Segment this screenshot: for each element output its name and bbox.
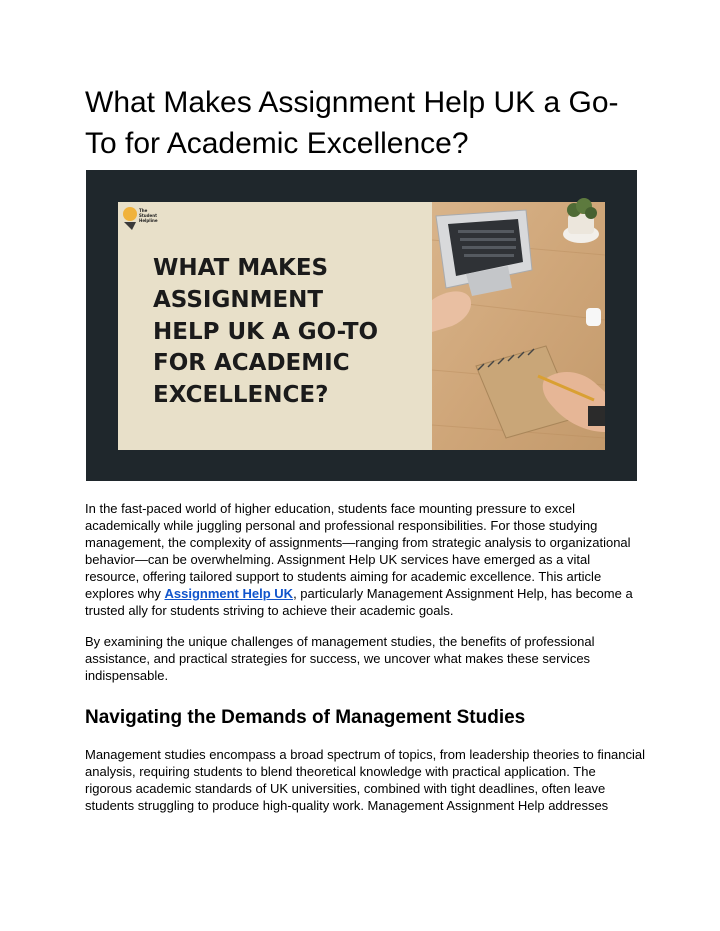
hero-heading-line-1: WHAT MAKES — [153, 255, 329, 281]
hero-heading-line-4: FOR ACADEMIC — [153, 350, 350, 376]
page-title: What Makes Assignment Help UK a Go-To for Academic Excellence? — [85, 86, 619, 160]
logo-line-2: Student — [139, 213, 157, 218]
second-paragraph: By examining the unique challenges of management studies, the benefits of professional assistance, and practical strategies for success, we uncover what makes these services indispensable. — [85, 634, 595, 683]
logo-line-1: The — [139, 208, 148, 213]
intro-paragraph — [85, 500, 645, 619]
logo-line-3: Helpline — [139, 218, 158, 223]
earbuds-case-icon — [586, 308, 601, 326]
hero-heading-line-5: EXCELLENCE? — [153, 382, 329, 408]
section-paragraph: Management studies encompass a broad spectrum of topics, from leadership theories to financial analysis, requiring students to blend theoretical knowledge with practical application. The rigorous academic standards of UK universities, combined with tight deadlines, often leave students struggling to produce high-quality work. Management Assignment Help addresses — [85, 747, 646, 813]
hero-heading-line-3: HELP UK A GO-TO — [153, 319, 379, 345]
intro-text-start: In the fast-paced world of higher education, students face mounting pressure to excel academically while juggling personal and professional responsibilities. For those studying management, the complexity of assignments—ranging from strategic analysis to organizational behavior—can be overwhelming. Assignment Help UK services have emerged as a vital resource, offering tailored support to students aiming for academic excellence. This article explores why — [85, 501, 631, 601]
hero-image — [86, 170, 637, 481]
intro-text-end: , particularly Management Assignment Help, has become a trusted ally for students striving to achieve their academic goals. — [85, 586, 633, 618]
assignment-help-uk-link[interactable]: Assignment Help UK — [164, 586, 294, 601]
hero-heading-line-2: ASSIGNMENT — [153, 287, 324, 313]
section-heading: Navigating the Demands of Management Studies — [85, 707, 526, 728]
